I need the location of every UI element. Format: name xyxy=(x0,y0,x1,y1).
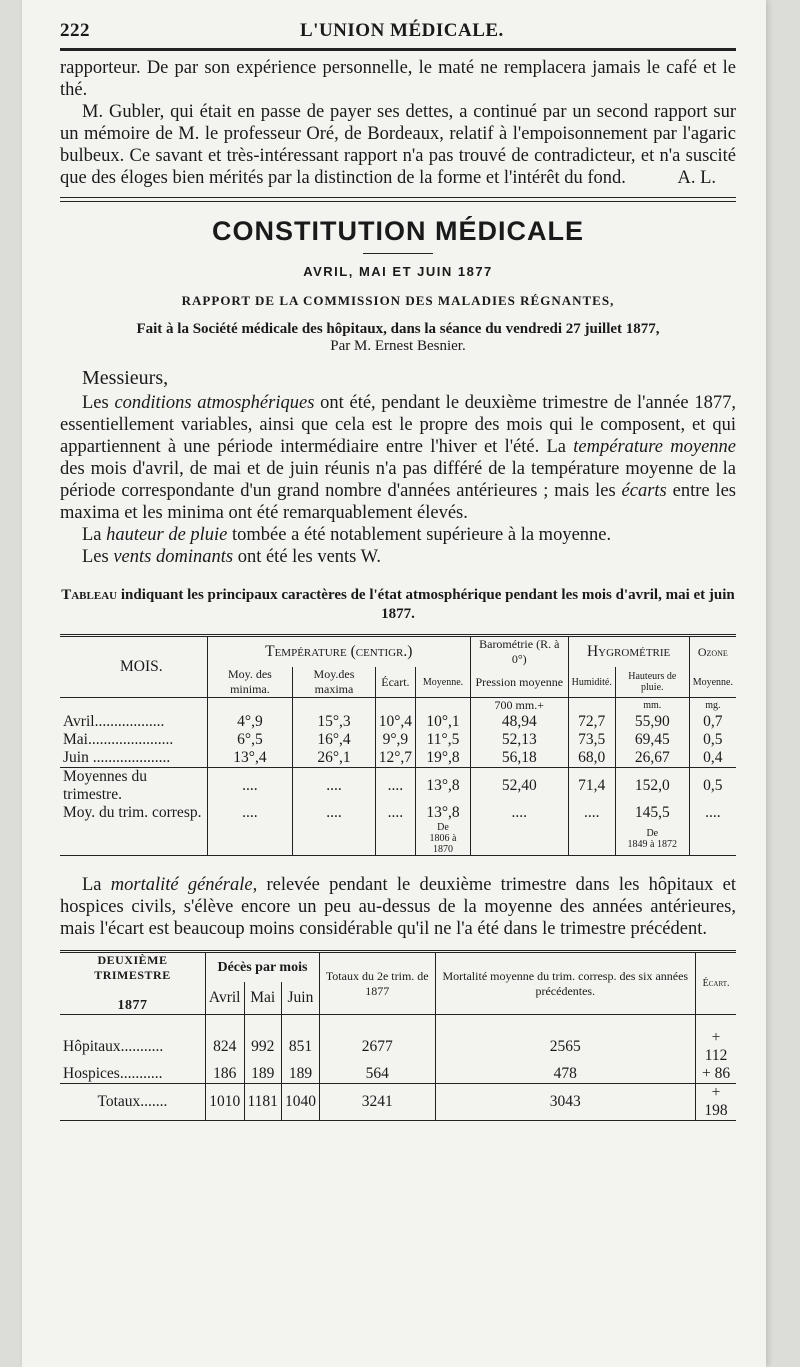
col-avril: Avril xyxy=(205,982,244,1014)
table-row: Mai...................... 6°,5 16°,4 9°,9 11°,5 52,13 73,5 69,45 0,5 xyxy=(60,731,736,749)
section-report: RAPPORT DE LA COMMISSION DES MALADIES RÉGNANTES, xyxy=(181,293,615,308)
col-moyenne: Moyenne. xyxy=(416,667,471,698)
col-min: Moy. des minima. xyxy=(207,667,293,698)
range-pluie: De 1849 à 1872 xyxy=(615,822,689,856)
signature: A. L. xyxy=(677,168,716,188)
col-mois: MOIS. xyxy=(60,636,207,698)
journal-title: L'UNION MÉDICALE. xyxy=(300,20,504,41)
table-row: Moyennes du trimestre. .... .... .... 13°,8 52,40 71,4 152,0 0,5 xyxy=(60,768,736,805)
body-paragraph-1: Les conditions atmosphériques ont été, pendant le deuxième trimestre de l'année 1877, essentiellement variables, ainsi que cela est le propre des mois qui le composent, et qui appartiennent à une période intermédiaire entre l'hiver et l'été. La température moyenne des mois d'avril, de mai et de juin réunis n'a pas différé de la température moyenne de la période correspondante d'un grand nombre d'années antérieures ; mais les écarts entre les maxima et les minima ont été remarquablement élevés. xyxy=(60,393,737,523)
col-pluie: Hauteurs de pluie. xyxy=(615,667,689,698)
intro-paragraph-1: rapporteur. De par son expérience personnelle, le maté ne remplacera jamais le café et le thé. xyxy=(60,58,736,100)
body-paragraph-2: La hauteur de pluie tombée a été notablement supérieure à la moyenne. xyxy=(82,525,612,545)
unit-ozone: mg. xyxy=(705,700,721,711)
section-divider xyxy=(60,197,736,202)
col-barometrie: Barométrie (R. à 0°) xyxy=(470,636,568,668)
mortality-table xyxy=(60,950,736,1121)
range-temperature: De 1806 à 1870 xyxy=(416,822,471,856)
col-deces: Décès par mois xyxy=(205,952,319,983)
section-months: AVRIL, MAI ET JUIN 1877 xyxy=(303,264,493,279)
section-made-at: Fait à la Société médicale des hôpitaux, dans la séance du vendredi 27 juillet 1877, xyxy=(136,321,660,337)
table-row: Moy. du trim. corresp. .... .... .... 13°,8 .... .... 145,5 .... xyxy=(60,804,736,822)
col-pression: Pression moyenne xyxy=(470,667,568,698)
col-ozone: Ozone xyxy=(697,644,728,659)
col-juin: Juin xyxy=(281,982,319,1014)
section-author: Par M. Ernest Besnier. xyxy=(330,338,466,354)
table-row: Hôpitaux........... 824 992 851 2677 2565 + 112 xyxy=(60,1029,736,1065)
col-mortalite: Mortalité moyenne du trim. corresp. des six années précédentes. xyxy=(435,952,696,1015)
page xyxy=(22,0,766,1367)
col-mai: Mai xyxy=(244,982,281,1014)
weather-table xyxy=(60,634,736,856)
col-temperature: Température (centigr.) xyxy=(207,636,470,668)
table-row: Hospices........... 186 189 189 564 478 + 86 xyxy=(60,1065,736,1084)
col-ecart: Écart. xyxy=(702,978,730,989)
col-max: Moy.des maxima xyxy=(293,667,376,698)
col-humidite: Humidité. xyxy=(568,667,615,698)
body-paragraph-3: Les vents dominants ont été les vents W. xyxy=(82,547,382,567)
mortality-paragraph: La mortalité générale, relevée pendant le deuxième trimestre dans les hôpitaux et hospices civils, s'élève encore un peu au-dessus de la moyenne des années antérieures, mais l'écart est beaucoup moins considérable qu'il ne l'a été dans le trimestre précédent. xyxy=(60,875,736,939)
unit-pluie: mm. xyxy=(615,698,689,714)
table-row: Avril.................. 4°,9 15°,3 10°,4 10°,1 48,94 72,7 55,90 0,7 xyxy=(60,713,736,731)
page-header xyxy=(60,20,736,48)
unit-pression: 700 mm.+ xyxy=(470,698,568,714)
page-number: 222 xyxy=(60,20,90,41)
table-row: Juin .................... 13°,4 26°,1 12°,7 19°,8 56,18 68,0 26,67 0,4 xyxy=(60,749,736,768)
intro-paragraph-2: M. Gubler, qui était en passe de payer ses dettes, a continué par un second rapport sur un mémoire de M. le professeur Oré, de Bordeaux, relatif à l'empoisonnement par l'agaric bulbeux. Ce savant et très-intéressant rapport n'a pas trouvé de contradicteur, et n'a suscité que des éloges bien mérités par la distinction de la forme et l'intérêt du fond. A. L. xyxy=(60,102,736,188)
header-rule xyxy=(60,48,736,51)
greeting: Messieurs, xyxy=(82,367,169,389)
col-totaux: Totaux du 2e trim. de 1877 xyxy=(319,952,435,1015)
table1-caption: Tableau indiquant les principaux caractères de l'état atmosphérique pendant les mois d'avril, mai et juin 1877. xyxy=(61,587,735,622)
col-ozone-moy: Moyenne. xyxy=(692,676,733,688)
col-trimestre: DEUXIÈME TRIMESTRE 1877 xyxy=(60,952,205,1015)
col-hygrometrie: Hygrométrie xyxy=(568,636,689,668)
col-ecart: Écart. xyxy=(375,667,415,698)
title-rule xyxy=(363,253,433,254)
table-row: Totaux....... 1010 1181 1040 3241 3043 + 198 xyxy=(60,1083,736,1120)
section-title: CONSTITUTION MÉDICALE xyxy=(212,216,584,246)
